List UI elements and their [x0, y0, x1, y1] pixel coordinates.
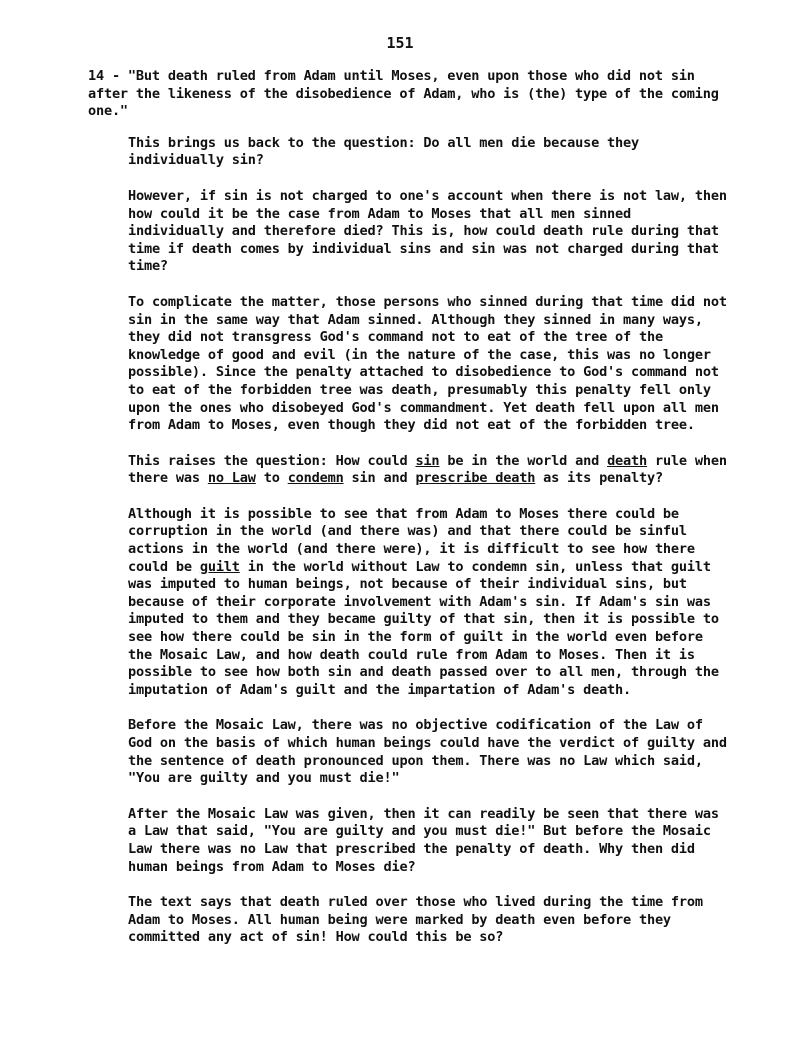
paragraph-2: However, if sin is not charged to one's account when there is not law, then how could it be the case from Adam to Moses that all men sinned individually and therefore died? This is, how could death rule during that time if death comes by individual sins and sin was not charged during that time?	[128, 187, 727, 275]
underlined-prescribe-death: prescribe death	[415, 470, 536, 487]
page-number: 151	[386, 34, 414, 52]
paragraph-4-text-4: to	[255, 470, 288, 487]
paragraph-4-text-5: sin and	[343, 470, 416, 487]
paragraph-4-text-2: be in the world and	[439, 452, 608, 469]
paragraph-3: To complicate the matter, those persons who sinned during that time did not sin in the same way that Adam sinned. Although they sinned in many ways, they did not transgress God's command not to eat of the tree of the knowledge of good and evil (in the nature of the case, this was no longer possible). Since the penalty attached to disobedience to God's command not to eat of the forbidden tree was death, presumably this penalty fell only upon the ones who disobeyed God's commandment. Yet death fell upon all men from Adam to Moses, even though they did not eat of the forbidden tree.	[128, 293, 727, 434]
underlined-no-law: no Law	[207, 470, 256, 487]
paragraph-4-text-3: rule when there was	[128, 452, 727, 487]
paragraph-4	[128, 453, 728, 488]
underlined-condemn: condemn	[287, 470, 344, 487]
paragraph-7: After the Mosaic Law was given, then it can readily be seen that there was a Law that said, "You are guilty and you must die!" But before the Mosaic Law there was no Law that prescribed the penalty of death. Why then did human beings from Adam to Moses die?	[128, 805, 719, 875]
verse-quote: 14 - "But death ruled from Adam until Moses, even upon those who did not sin after the likeness of the disobedience of Adam, who is (the) type of the coming one."	[88, 68, 719, 120]
underlined-death: death	[607, 452, 647, 469]
underlined-sin: sin	[415, 452, 440, 469]
underlined-guilt: guilt	[199, 558, 240, 575]
paragraph-4-text-1: This raises the question: How could	[128, 452, 416, 469]
paragraph-5-text-1: Although it is possible to see that from Adam to Moses there could be corruption in the world (and there was) and that there could be sinful actions in the world (and there were), it is difficult to see how there could be	[128, 505, 695, 575]
paragraph-1: This brings us back to the question: Do all men die because they individually sin?	[128, 134, 639, 169]
paragraph-4-text-6: as its penalty?	[535, 470, 663, 487]
page-content	[88, 68, 728, 965]
paragraph-6: Before the Mosaic Law, there was no objective codification of the Law of God on the basis of which human beings could have the verdict of guilty and the sentence of death pronounced upon them. There was no Law which said, "You are guilty and you must die!"	[128, 717, 727, 787]
paragraph-5-text-2: in the world without Law to condemn sin, unless that guilt was imputed to human beings, not because of their individual sins, but because of their corporate involvement with Adam's sin. If Adam's sin was imputed to them and they became guilty of that sin, then it is possible to see how there could be sin in the form of guilt in the world even before the Mosaic Law, and how death could rule from Adam to Moses. Then it is possible to see how both sin and death passed over to all men, through the imputation of Adam's guilt and the impartation of Adam's death.	[128, 558, 719, 698]
paragraph-5	[128, 506, 728, 700]
paragraph-8: The text says that death ruled over those who lived during the time from Adam to Moses. All human being were marked by death even before they committed any act of sin! How could this be so?	[128, 894, 703, 946]
